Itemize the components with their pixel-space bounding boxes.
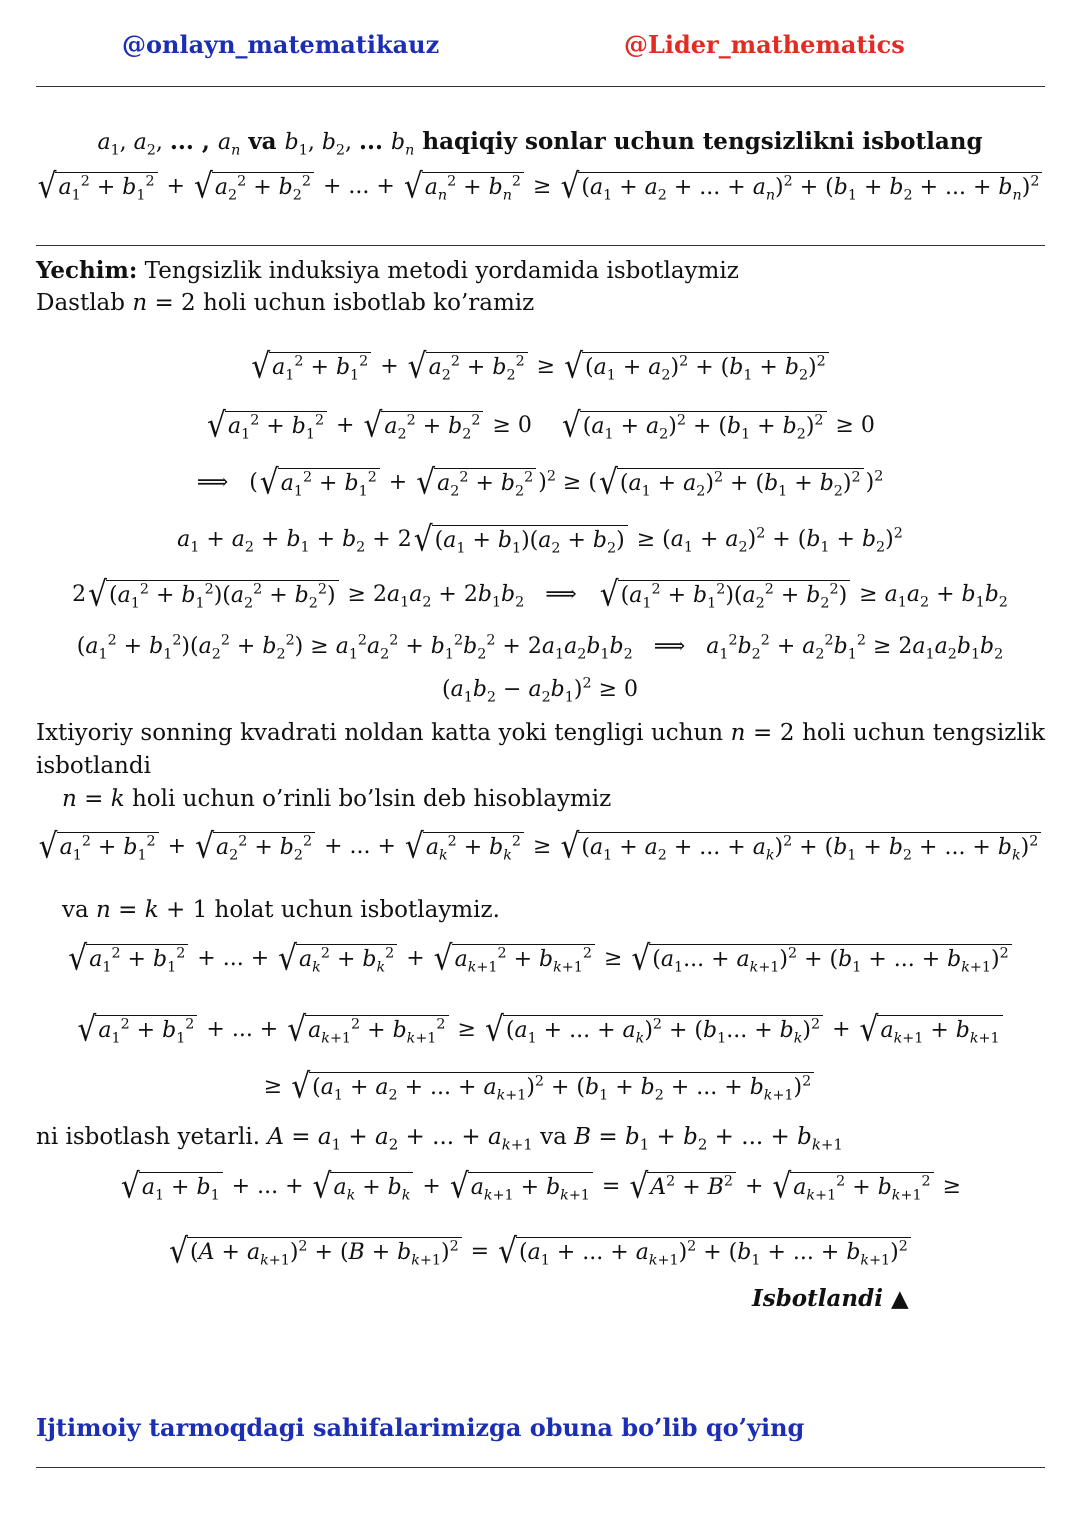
induction-step: va n = k + 1 holat uchun isbotlaymiz. bbox=[62, 897, 500, 923]
eq-13: √ $(A + a_{k+1})^2 + (B + b_{k+1})^2$ = √ ($a_1$ + ... + $a_{k+1})^2 + (b_1$ + ... + $b_{k+1})^2$ bbox=[0, 1237, 1080, 1267]
eq-10: √ $a_1^2 + b_1^2$ + ... + √ $a_{k+1}^2 + b_{k+1}^2$ ≥ √ ($a_1$ + ... + $a_k)^2 + (b_1$... + $b_k)^2$ + √ $a_{k+1} + b_{k+1}$ bbox=[0, 1015, 1080, 1045]
channel-link-lider[interactable]: @Lider_mathematics bbox=[624, 30, 905, 59]
conclusion-line1: Ixtiyoriy sonning kvadrati noldan katta yoki tengligi uchun n = 2 holi uchun tengsizlik bbox=[36, 720, 1046, 746]
eq-7: $(a_1b_2 - a_2b_1)^2 \ge 0$ bbox=[441, 675, 638, 706]
footer-subscribe: Ijtimoiy tarmoqdagi sahifalarimizga obuna bo’lib qo’ying bbox=[36, 1413, 805, 1442]
conclusion-line2: isbotlandi bbox=[36, 753, 151, 779]
eq-8: √ $a_1^2 + b_1^2$ + √ $a_2^2 + b_2^2$ + ... + √ $a_k^2 + b_k^2$ ≥ √ ($a_1 + a_2$ + ... + $a_k)^2 + (b_1 + b_2$ + ... + $b_k)^2$ bbox=[0, 832, 1080, 862]
solution-intro: Yechim: Tengsizlik induksiya metodi yordamida isbotlaymiz bbox=[36, 257, 739, 284]
induction-hypothesis: n = k holi uchun o’rinli bo’lsin deb hisoblaymiz bbox=[62, 786, 612, 812]
footer-rule bbox=[36, 1467, 1045, 1468]
problem-rule bbox=[36, 245, 1045, 246]
eq-6: $(a_1^2 + b_1^2)(a_2^2 + b_2^2) \ge a_1^2a_2^2 + b_1^2b_2^2 + 2a_1a_2b_1b_2$ ⟹ $a_1^2b_2^2 + a_2^2b_1^2 \ge 2a_1a_2b_1b_2$ bbox=[76, 632, 1004, 663]
proof-done: Isbotlandi ▲ bbox=[752, 1285, 909, 1312]
header-rule bbox=[36, 86, 1045, 87]
eq-12: √ $a_1 + b_1$ + ... + √ $a_k + b_k$ + √ $a_{k+1} + b_{k+1}$ = √ $A^2 + B^2$ + √ $a_{k+1}^2 + b_{k+1}^2$ ≥ bbox=[120, 1166, 962, 1207]
eq-3: ⟹ ( √ $a_1^2 + b_1^2$ + √ $a_2^2 + b_2^2$ )$^2$ ≥ ( √ $(a_1 + a_2)^2 + (b_1 + b_2)^2$ )$^2$ bbox=[196, 462, 884, 503]
channel-link-onlayn[interactable]: @onlayn_matematikauz bbox=[122, 30, 440, 59]
eq-11: ≥ √ ($a_1 + a_2$ + ... + $a_{k+1})^2 + (b_1 + b_2$ + ... + $b_{k+1})^2$ bbox=[0, 1072, 1080, 1102]
sufficiency-line: ni isbotlash yetarli. $A = a_1 + a_2$ + ... + $a_{k+1}$ va $B = b_1 + b_2$ + ... + $b_{k+1}$ bbox=[36, 1124, 843, 1154]
problem-inequality: √ $a_1^2 + b_1^2$ + √ $a_2^2 + b_2^2$ + ... + √ $a_n^2 + b_n^2$ ≥ √ ($a_1 + a_2$ + ... + $a_n)^2 + (b_1 + b_2$ + ... + $b_n)^2$ bbox=[0, 172, 1080, 202]
eq-5: 2 √ $(a_1^2 + b_1^2)(a_2^2 + b_2^2)$ ≥ $2a_1a_2 + 2b_1b_2$ ⟹ √ $(a_1^2 + b_1^2)(a_2^2 + b_2^2)$ ≥ $a_1a_2 + b_1b_2$ bbox=[72, 574, 1008, 615]
solution-step1: Dastlab n = 2 holi uchun isbotlab ko’ramiz bbox=[36, 290, 535, 316]
eq-1: √ $a_1^2 + b_1^2$ + √ $a_2^2 + b_2^2$ ≥ √ $(a_1 + a_2)^2 + (b_1 + b_2)^2$ bbox=[0, 352, 1080, 382]
eq-9: √ $a_1^2 + b_1^2$ + ... + √ $a_k^2 + b_k^2$ + √ $a_{k+1}^2 + b_{k+1}^2$ ≥ √ ($a_1$... + $a_{k+1})^2 + (b_1$ + ... + $b_{k+1})^2$ bbox=[0, 944, 1080, 974]
eq-2: √ $a_1^2 + b_1^2$ + √ $a_2^2 + b_2^2$ ≥ 0 √ $(a_1 + a_2)^2 + (b_1 + b_2)^2$ ≥ 0 bbox=[207, 405, 875, 446]
problem-statement: $a_1$, $a_2$, ... , $a_n$ va $b_1$, $b_2$, ... $b_n$ haqiqiy sonlar uchun tengsizlikni isbotlang bbox=[97, 128, 983, 159]
eq-4: $a_1 + a_2 + b_1 + b_2 + 2$ √ $(a_1 + b_1)(a_2 + b_2)$ ≥ $(a_1 + a_2)^2 + (b_1 + b_2)^2$ bbox=[177, 519, 903, 560]
